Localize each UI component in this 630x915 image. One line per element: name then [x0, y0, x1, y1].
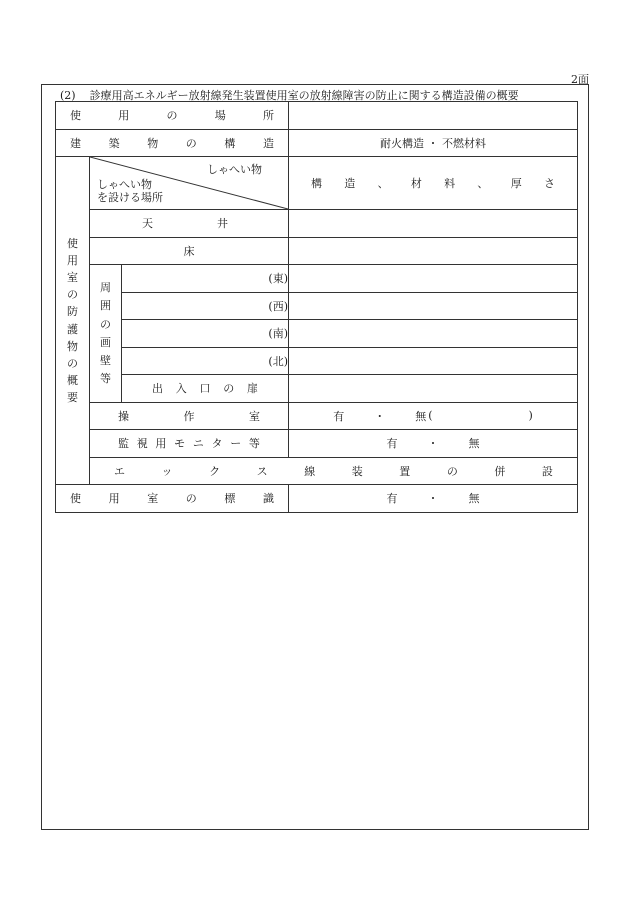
sign-label-cell [56, 485, 289, 513]
row-monitor [56, 430, 578, 458]
location-label: 使 用 の 場 所 [70, 109, 274, 123]
structure-header-cell [289, 157, 578, 210]
wall-label: 周 囲 の 画 壁 等 [90, 265, 122, 403]
direction-south: (南) [122, 320, 289, 348]
row-sign [56, 485, 578, 513]
row-xray [56, 457, 578, 485]
row-location [56, 102, 578, 130]
door-label: 出 入 口 の 扉 [152, 382, 258, 396]
control-room-yes[interactable]: 有 [333, 409, 345, 423]
control-room-label-cell [90, 402, 289, 430]
row-building [56, 129, 578, 157]
row-south [56, 320, 578, 348]
location-label-cell [56, 102, 289, 130]
building-value: 耐火構造 ・ 不燃材料 [289, 129, 578, 157]
section-number: (2) [60, 89, 76, 102]
control-room-no[interactable]: 無 [415, 409, 427, 423]
south-value-cell[interactable] [289, 320, 578, 348]
monitor-value: 有 ・ 無 [289, 430, 578, 458]
floor-value-cell[interactable] [289, 237, 578, 265]
control-room-label: 操 作 室 [118, 409, 260, 423]
structure-table [55, 101, 578, 513]
diagonal-header-cell [90, 157, 289, 210]
floor-label: 床 [90, 237, 289, 265]
east-value-cell[interactable] [289, 265, 578, 293]
direction-north: (北) [122, 347, 289, 375]
usage-room-label: 使 用 室 の 防 護 物 の 概 要 [56, 157, 90, 485]
monitor-label-cell [90, 430, 289, 458]
direction-west: (西) [122, 292, 289, 320]
sign-value: 有 ・ 無 [289, 485, 578, 513]
west-value-cell[interactable] [289, 292, 578, 320]
ceiling-value-cell[interactable] [289, 210, 578, 238]
row-west [56, 292, 578, 320]
direction-east: (東) [122, 265, 289, 293]
diag-bottom-label: しゃへい物 を設ける場所 [97, 177, 163, 205]
row-header [56, 157, 578, 210]
sign-label: 使 用 室 の 標 識 [70, 492, 274, 506]
diag-top-label: しゃへい物 [207, 163, 262, 176]
door-value-cell[interactable] [289, 375, 578, 403]
row-door [56, 375, 578, 403]
structure-header: 構 造 、 材 料 、 厚 さ [311, 177, 555, 190]
xray-label-cell [90, 457, 578, 485]
building-label-cell [56, 129, 289, 157]
building-label: 建 築 物 の 構 造 [70, 136, 274, 150]
control-room-value: 有 ・ 無 ( ) [289, 402, 578, 430]
monitor-no[interactable]: 無 [468, 437, 480, 451]
xray-label: エ ッ ク ス 線 装 置 の 併 設 [114, 464, 553, 478]
section-title: 診療用高エネルギー放射線発生装置使用室の放射線障害の防止に関する構造設備の概要 [89, 89, 519, 102]
sign-no[interactable]: 無 [468, 492, 480, 506]
ceiling-label: 天 井 [90, 210, 289, 238]
door-label-cell [122, 375, 289, 403]
row-ceiling [56, 210, 578, 238]
page-number: 2面 [571, 73, 589, 86]
location-value-cell[interactable] [289, 102, 578, 130]
monitor-yes[interactable]: 有 [386, 437, 398, 451]
row-east [56, 265, 578, 293]
row-north [56, 347, 578, 375]
row-control-room [56, 402, 578, 430]
row-floor [56, 237, 578, 265]
north-value-cell[interactable] [289, 347, 578, 375]
monitor-label: 監 視 用 モ ニ タ ー 等 [118, 437, 260, 451]
sign-yes[interactable]: 有 [386, 492, 398, 506]
